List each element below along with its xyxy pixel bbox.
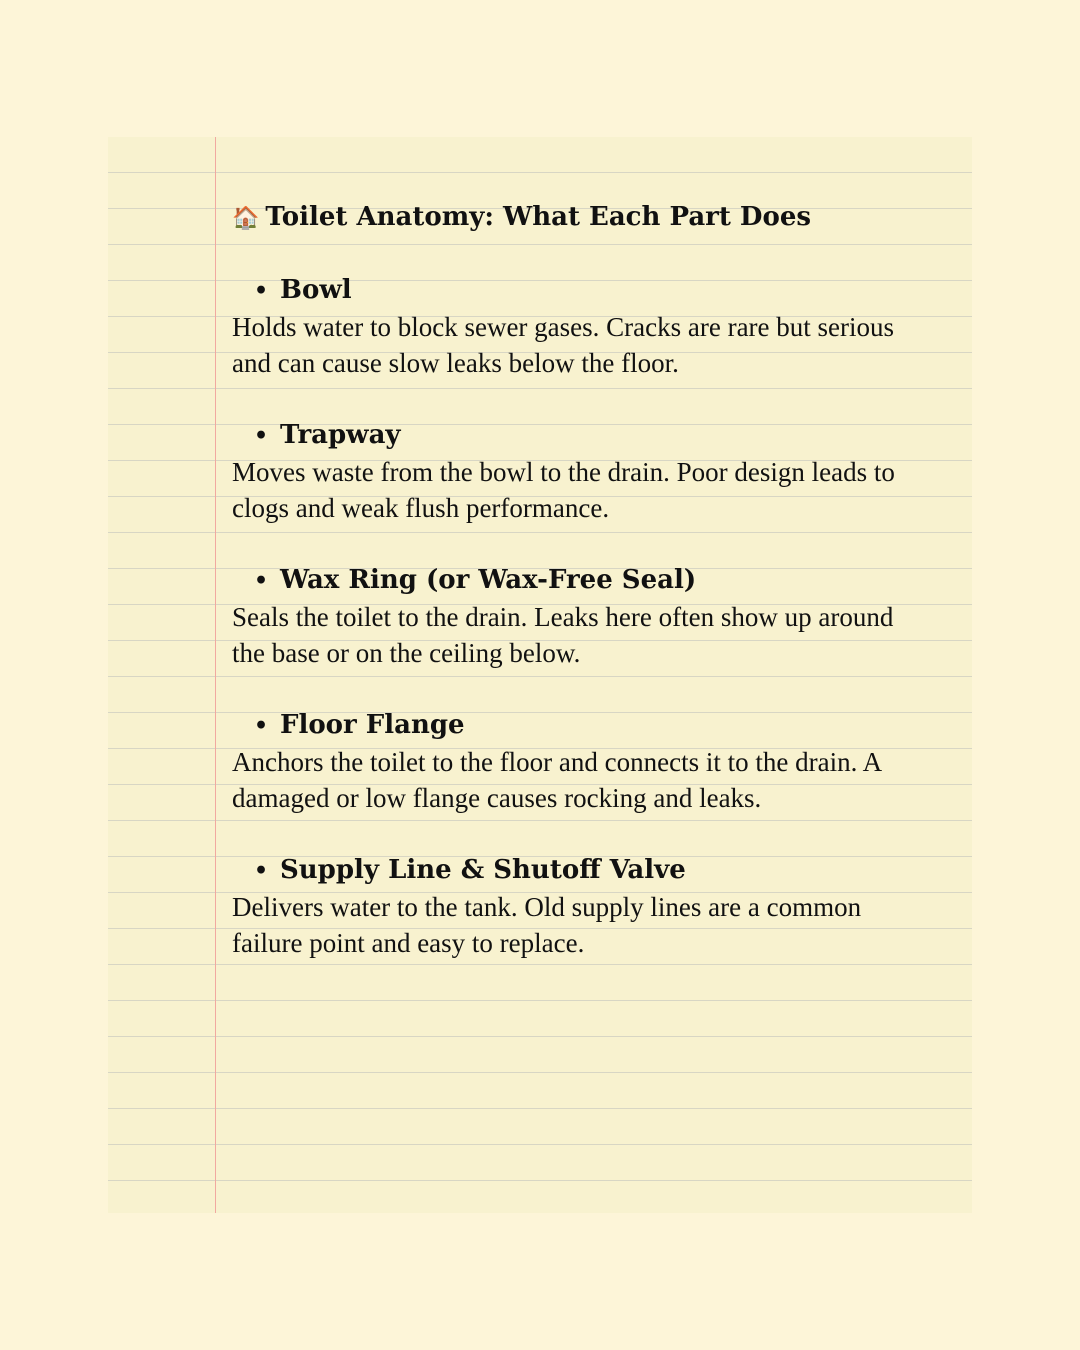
bullet-icon: • bbox=[254, 278, 269, 304]
item-heading bbox=[232, 417, 912, 454]
item-heading bbox=[232, 707, 912, 744]
bullet-icon: • bbox=[254, 568, 269, 594]
item-heading-text: Supply Line & Shutoff Valve bbox=[280, 855, 686, 885]
bullet-icon: • bbox=[254, 713, 269, 739]
item-description: Seals the toilet to the drain. Leaks here often show up around the base or on the ceiling below. bbox=[232, 602, 894, 668]
item-description: Anchors the toilet to the floor and connects it to the drain. A damaged or low flange causes rocking and leaks. bbox=[232, 747, 881, 813]
list-item-supply-line bbox=[232, 852, 912, 961]
list-item-wax-ring bbox=[232, 562, 912, 671]
item-heading bbox=[232, 272, 912, 309]
house-icon: 🏠 bbox=[232, 205, 260, 231]
item-heading-text: Trapway bbox=[280, 420, 401, 450]
bullet-icon: • bbox=[254, 423, 269, 449]
page-title bbox=[232, 199, 912, 236]
item-heading-text: Floor Flange bbox=[280, 710, 465, 740]
bullet-icon: • bbox=[254, 858, 269, 884]
item-heading bbox=[232, 562, 912, 599]
page-title-text: Toilet Anatomy: What Each Part Does bbox=[265, 202, 811, 232]
lined-paper bbox=[108, 137, 972, 1213]
item-description: Holds water to block sewer gases. Cracks are rare but serious and can cause slow leaks below the floor. bbox=[232, 312, 895, 378]
item-heading-text: Wax Ring (or Wax-Free Seal) bbox=[280, 565, 697, 595]
note-content bbox=[232, 199, 912, 997]
margin-line bbox=[215, 137, 216, 1213]
item-description: Delivers water to the tank. Old supply lines are a common failure point and easy to replace. bbox=[232, 892, 862, 958]
list-item-bowl bbox=[232, 272, 912, 381]
item-heading-text: Bowl bbox=[280, 275, 352, 305]
list-item-trapway bbox=[232, 417, 912, 526]
list-item-floor-flange bbox=[232, 707, 912, 816]
item-description: Moves waste from the bowl to the drain. Poor design leads to clogs and weak flush performance. bbox=[232, 457, 895, 523]
item-heading bbox=[232, 852, 912, 889]
